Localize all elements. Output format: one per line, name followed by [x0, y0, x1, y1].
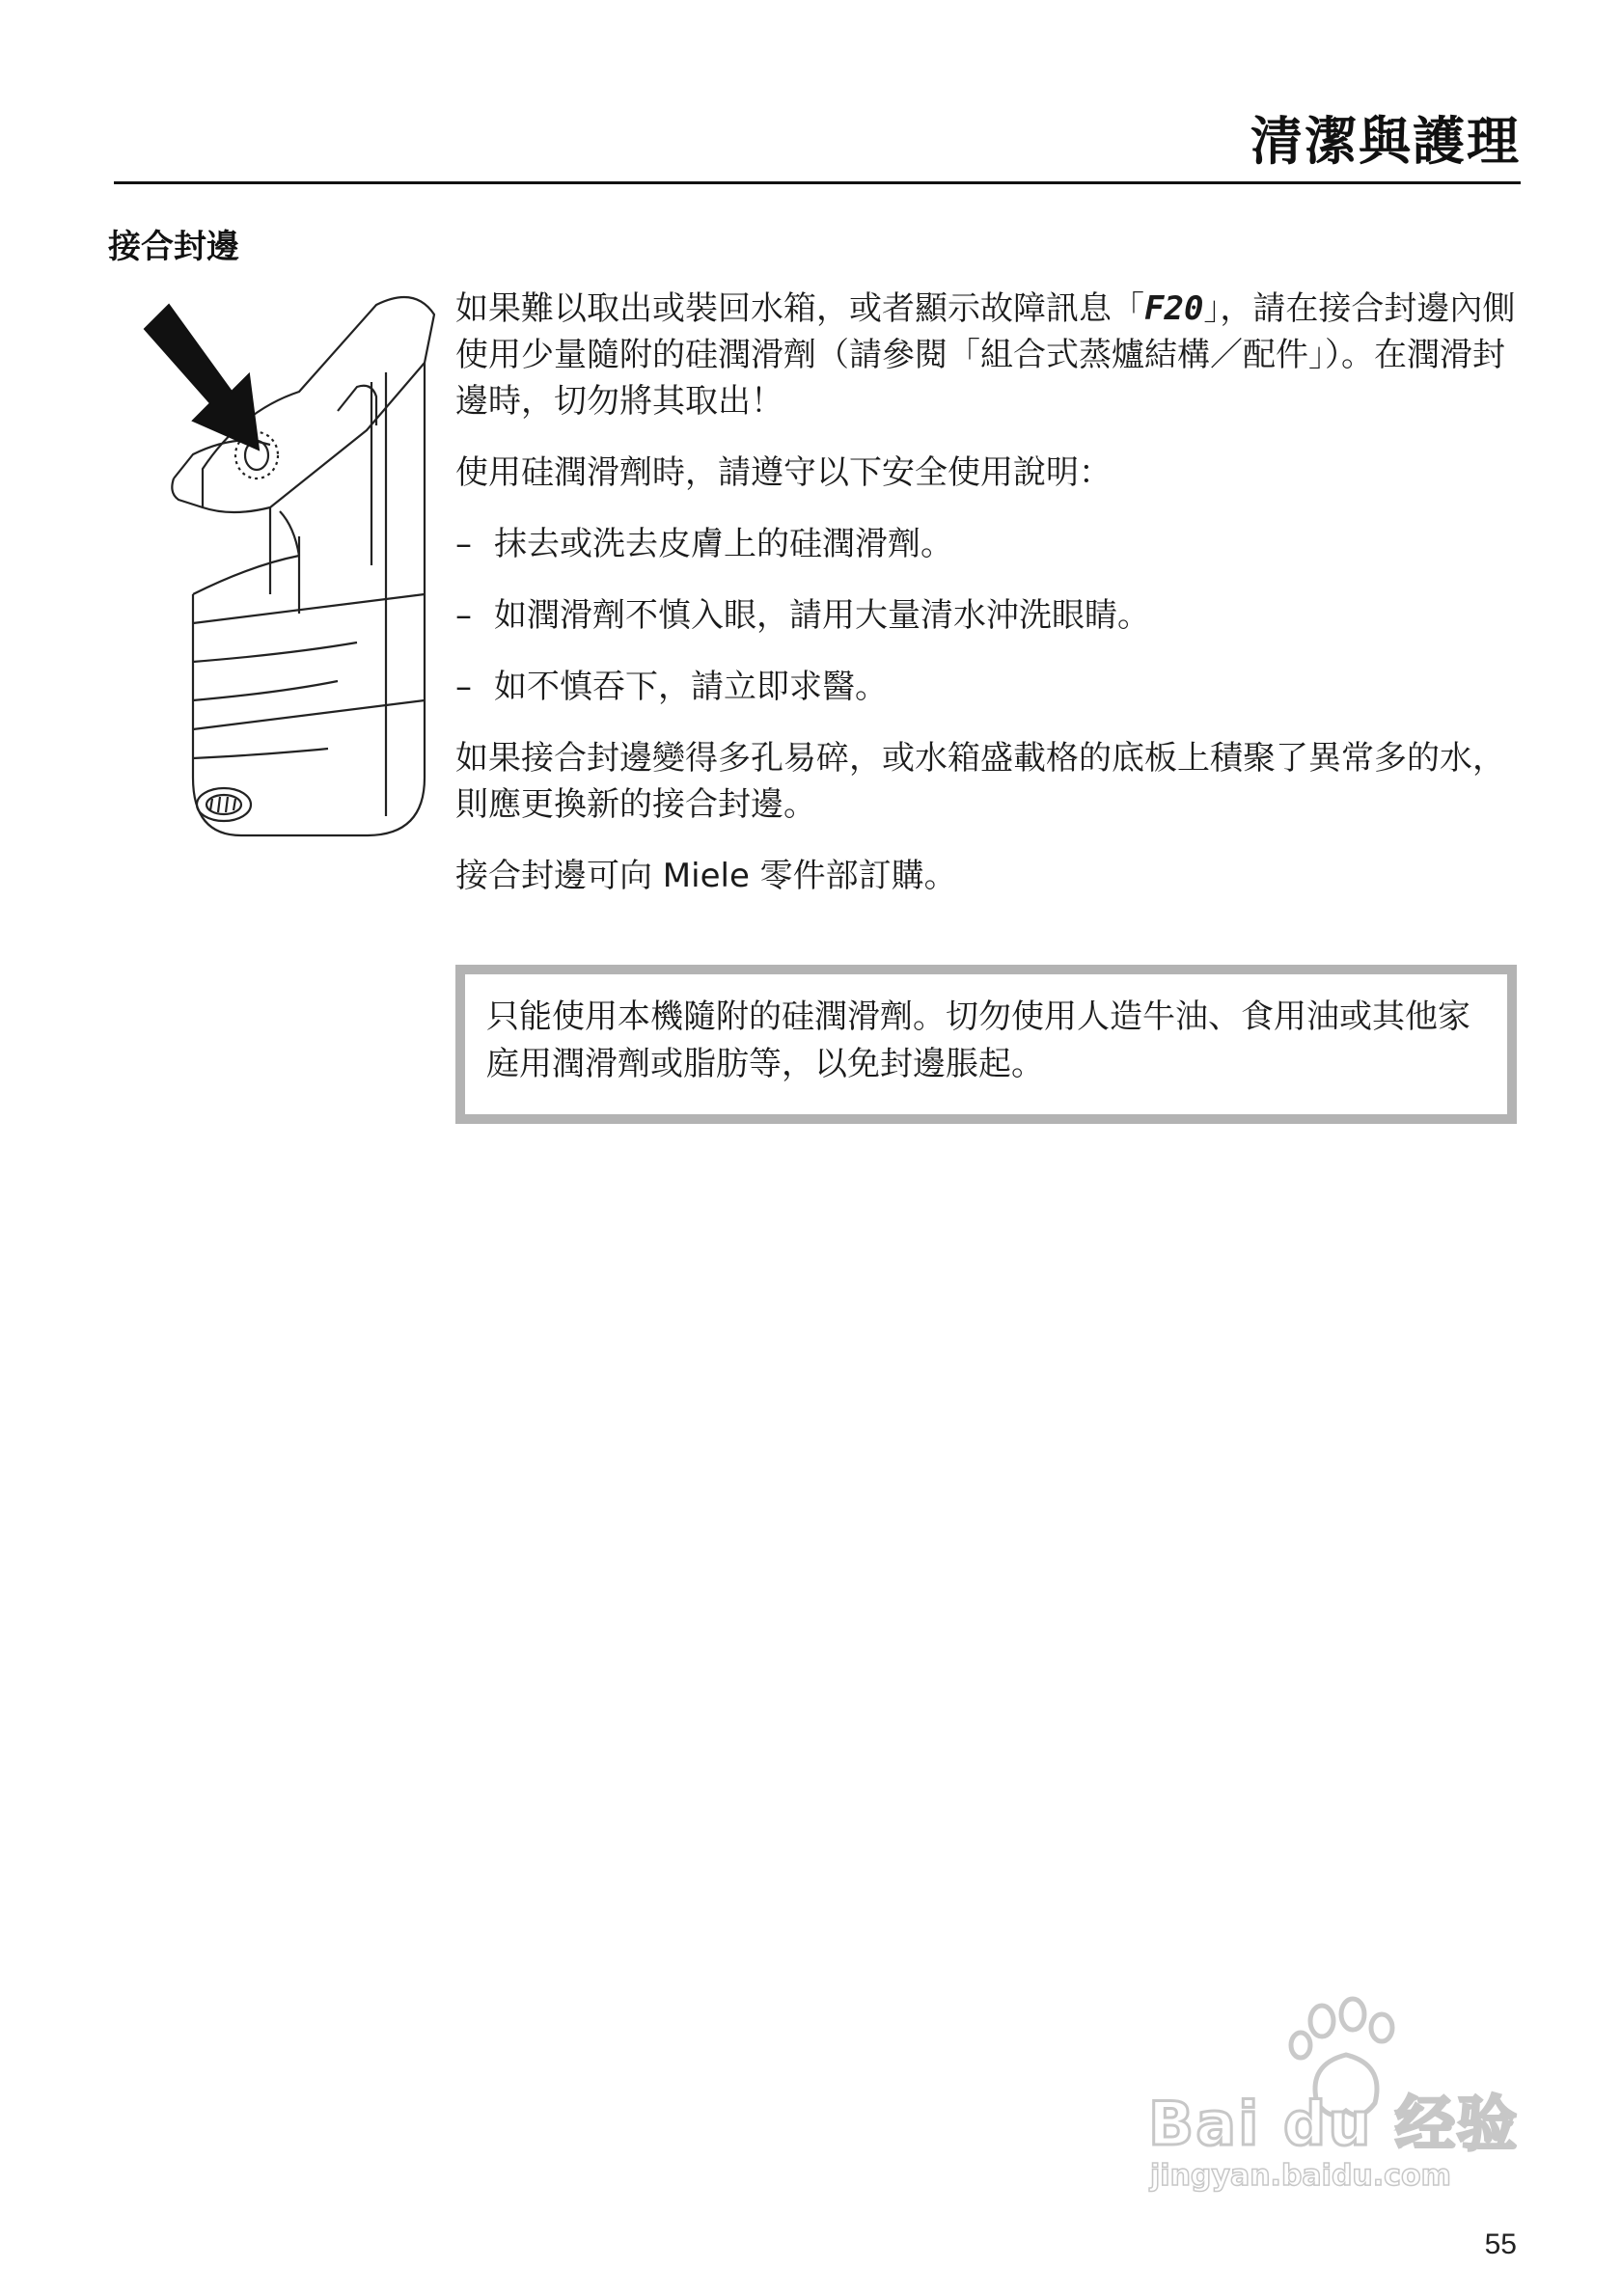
- watermark-url: jingyan.baidu.com: [1150, 2159, 1451, 2193]
- intro-paragraph: [455, 286, 1526, 424]
- list-item: [455, 664, 1526, 710]
- section-title: 接合封邊: [108, 228, 239, 266]
- list-item-text: 抹去或洗去皮膚上的硅潤滑劑。: [494, 525, 953, 563]
- page-number: 55: [1484, 2228, 1517, 2260]
- header-divider: [114, 181, 1521, 184]
- water-container-illustration: [135, 276, 444, 855]
- list-item-text: 如不慎吞下，請立即求醫。: [494, 668, 888, 706]
- list-item: [455, 592, 1526, 639]
- warning-note-box: [455, 965, 1517, 1124]
- watermark-brand: Bai du 经验: [1148, 2089, 1520, 2159]
- baidu-watermark: [1139, 1987, 1525, 2219]
- intro-text-start: 如果難以取出或裝回水箱，或者顯示故障訊息「: [455, 289, 1144, 328]
- list-item: [455, 521, 1526, 567]
- replacement-paragraph: 如果接合封邊變得多孔易碎，或水箱盛載格的底板上積聚了異常多的水，則應更換新的接合封邊。: [455, 739, 1505, 824]
- bullet-dash: –: [455, 668, 472, 706]
- intro-text-end: 」，請在接合封邊內側使用少量隨附的硅潤滑劑（請參閱「組合式蒸爐結構／配件」）。在潤滑封邊時，切勿將其取出！: [455, 289, 1516, 421]
- page-header-title: 清潔與護理: [1250, 111, 1521, 172]
- safety-list: [455, 521, 1526, 710]
- ordering-paragraph: 接合封邊可向 Miele 零件部訂購。: [455, 857, 957, 895]
- warning-note-text: 只能使用本機隨附的硅潤滑劑。切勿使用人造牛油、食用油或其他家庭用潤滑劑或脂肪等，以免封邊脹起。: [486, 998, 1470, 1083]
- instructions-body: [455, 286, 1526, 924]
- error-code: F20: [1144, 289, 1204, 328]
- list-item-text: 如潤滑劑不慎入眼，請用大量清水沖洗眼睛。: [494, 596, 1150, 635]
- safety-intro: 使用硅潤滑劑時，請遵守以下安全使用說明：: [455, 453, 1112, 492]
- bullet-dash: –: [455, 596, 472, 635]
- bullet-dash: –: [455, 525, 472, 563]
